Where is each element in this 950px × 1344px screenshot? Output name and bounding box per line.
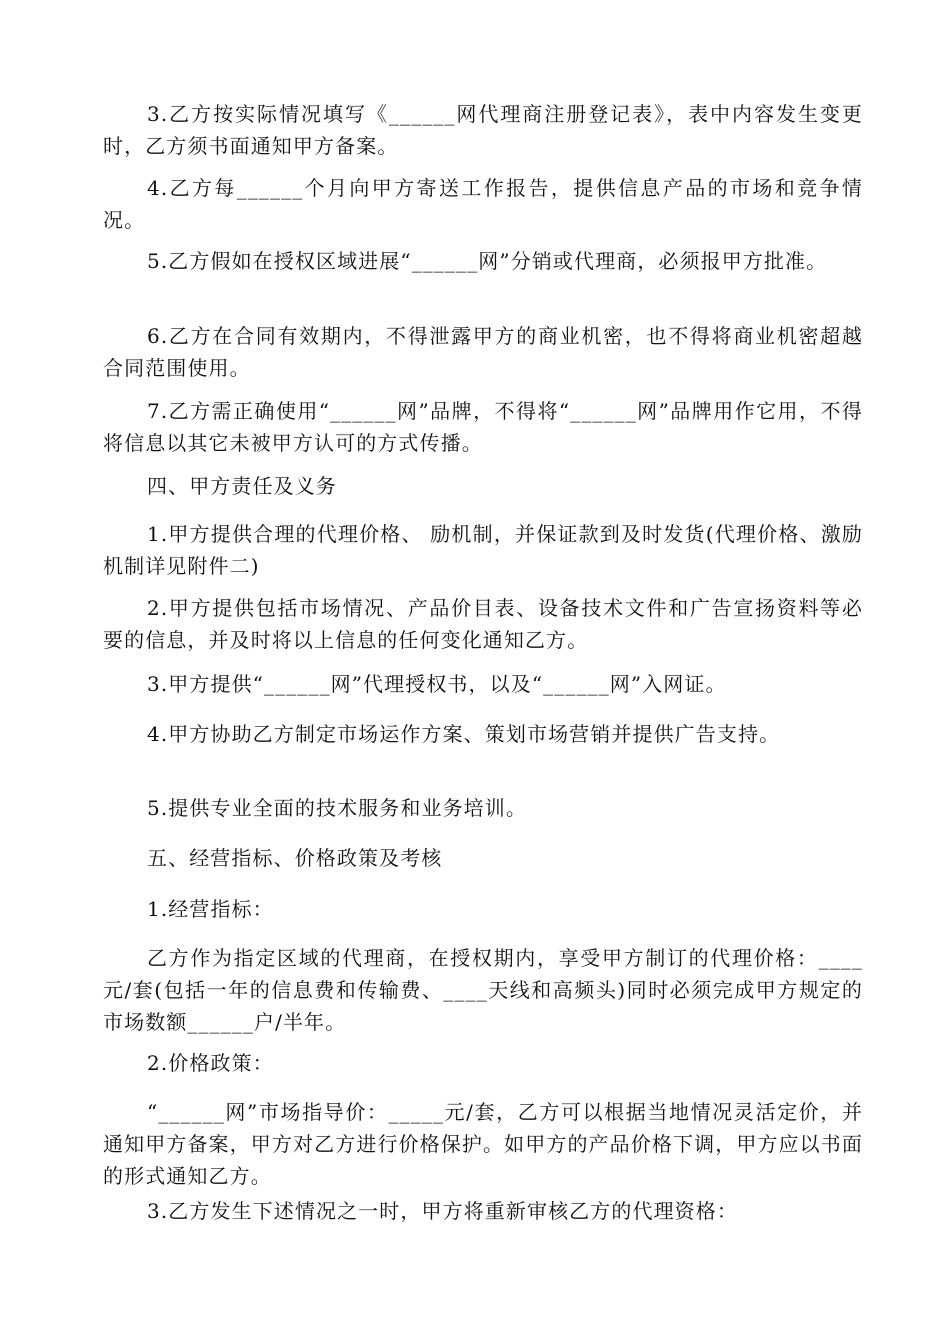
clause-b4-work-report: 4.乙方每______个月向甲方寄送工作报告，提供信息产品的市场和竞争情况。 [103,176,863,232]
clause-requalification: 3.乙方发生下述情况之一时，甲方将重新审核乙方的代理资格： [147,1199,738,1223]
clause-a2-information: 2.甲方提供包括市场情况、产品价目表、设备技术文件和广告宣扬资料等必要的信息，并及时将以上信息的任何变化通知乙方。 [103,596,863,652]
clause-b6-confidentiality: 6.乙方在合同有效期内，不得泄露甲方的商业机密，也不得将商业机密超越合同范围使用。 [103,324,863,380]
subheading-price-policy: 2.价格政策： [147,1051,274,1075]
clause-a1-pricing: 1.甲方提供合理的代理价格、 励机制，并保证款到及时发货(代理价格、激励机制详见附件二) [103,522,863,578]
clause-b5-distribution: 5.乙方假如在授权区域进展“______网”分销或代理商，必须报甲方批准。 [147,249,828,273]
clause-a4-marketing-support: 4.甲方协助乙方制定市场运作方案、策划市场营销并提供广告支持。 [147,722,781,746]
section-heading-party-a-duties: 四、甲方责任及义务 [147,474,337,498]
subheading-operating-targets: 1.经营指标： [147,897,274,921]
clause-a3-authorization: 3.甲方提供“______网”代理授权书，以及“______网”入网证。 [147,672,727,696]
clause-b7-brand-usage: 7.乙方需正确使用“______网”品牌，不得将“______网”品牌用作它用，不得将信息以其它未被甲方认可的方式传播。 [103,399,863,455]
clause-price-policy-body: “______网”市场指导价：_____元/套，乙方可以根据当地情况灵活定价，并通知甲方备案，甲方对乙方进行价格保护。如甲方的产品价格下调，甲方应以书面的形式通知乙方。 [103,1100,863,1188]
clause-b3-registration-form: 3.乙方按实际情况填写《______网代理商注册登记表》，表中内容发生变更时，乙方须书面通知甲方备案。 [103,102,863,158]
clause-operating-targets-body: 乙方作为指定区域的代理商，在授权期内，享受甲方制订的代理价格：____元/套(包括一年的信息费和传输费、____天线和高频头)同时必须完成甲方规定的市场数额______户/半年。 [103,946,863,1034]
section-heading-operating-targets: 五、经营指标、价格政策及考核 [147,846,443,870]
clause-a5-technical-service: 5.提供专业全面的技术服务和业务培训。 [147,796,527,820]
